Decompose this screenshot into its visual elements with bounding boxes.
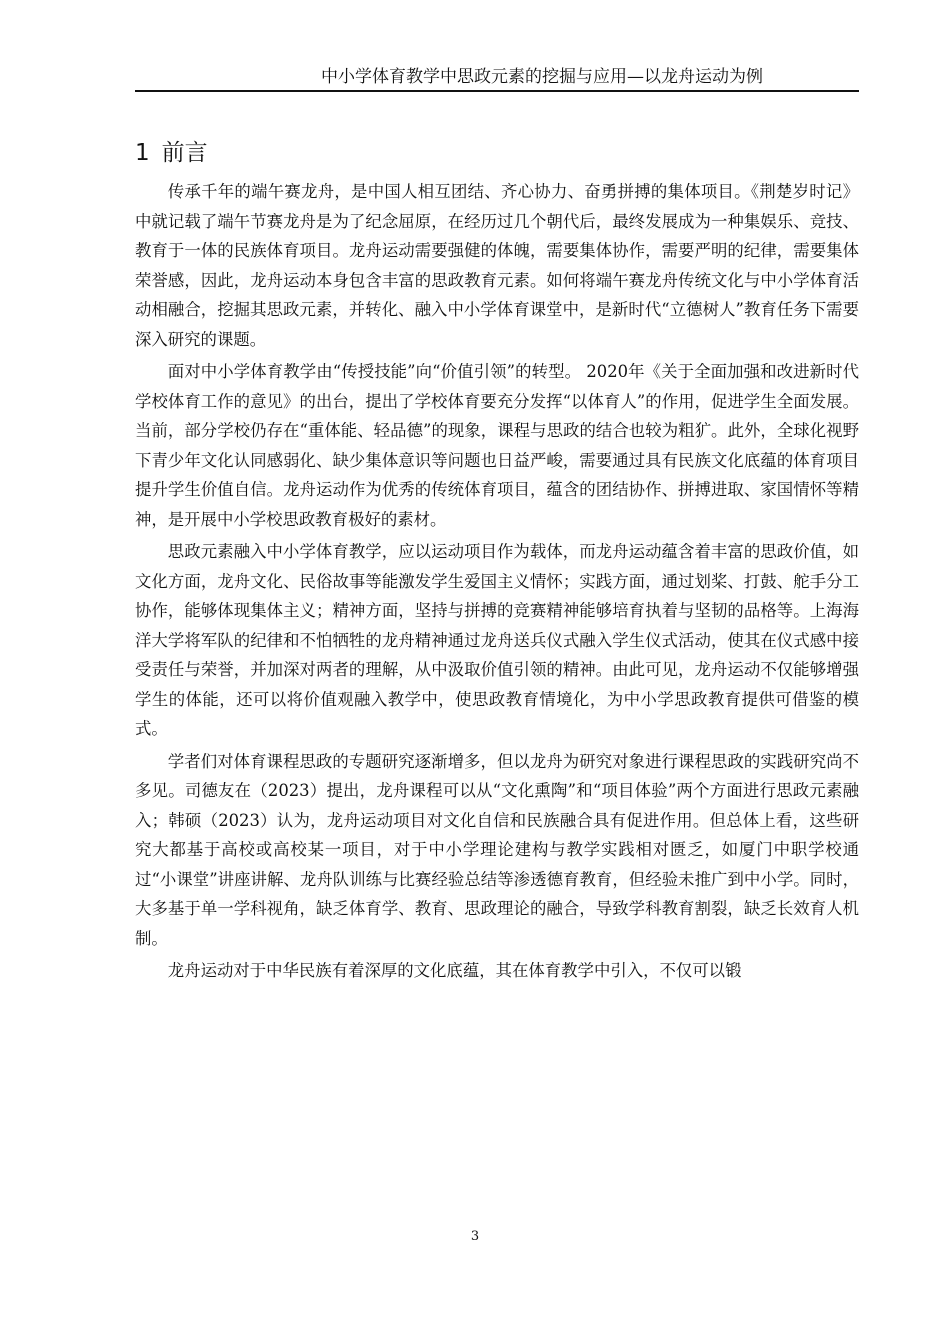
paragraph-4: 学者们对体育课程思政的专题研究逐渐增多，但以龙舟为研究对象进行课程思政的实践研究尚不多见。司德友在（2023）提出，龙舟课程可以从“文化熏陶”和“项目体验”两个方面进行思政元素融入；韩硕（2023）认为，龙舟运动项目对文化自信和民族融合具有促进作用。但总体上看，这些研究大都基于高校或高校某一项目，对于中小学理论建构与教学实践相对匮乏，如厦门中职学校通过“小课堂”讲座讲解、龙舟队训练与比赛经验总结等渗透德育教育，但经验未推广到中小学。同时，大多基于单一学科视角，缺乏体育学、教育、思政理论的融合，导致学科教育割裂，缺乏长效育人机制。 — [135, 751, 859, 948]
running-title: 中小学体育教学中思政元素的挖掘与应用—以龙舟运动为例 — [321, 67, 763, 87]
paragraph-2: 面对中小学体育教学由“传授技能”向“价值引领”的转型。 2020年《关于全面加强和改进新时代学校体育工作的意见》的出台，提出了学校体育要充分发挥“以体育人”的作用，促进学生全面发展。当前，部分学校仍存在“重体能、轻品德”的现象，课程与思政的结合也较为粗犷。此外，全球化视野下青少年文化认同感弱化、缺少集体意识等问题也日益严峻，需要通过具有民族文化底蕴的体育项目提升学生价值自信。龙舟运动作为优秀的传统体育项目，蕴含的团结协作、拼搏进取、家国情怀等精神，是开展中小学校思政教育极好的素材。 — [135, 362, 859, 529]
page-number: 3 — [470, 1229, 480, 1244]
body-text — [135, 177, 859, 989]
paragraph-1: 传承千年的端午赛龙舟，是中国人相互团结、齐心协力、奋勇拼搏的集体项目。《荆楚岁时记》中就记载了端午节赛龙舟是为了纪念屈原，在经历过几个朝代后，最终发展成为一种集娱乐、竞技、教育于一体的民族体育项目。龙舟运动需要强健的体魄，需要集体协作，需要严明的纪律，需要集体荣誉感，因此，龙舟运动本身包含丰富的思政教育元素。如何将端午赛龙舟传统文化与中小学体育活动相融合，挖掘其思政元素，并转化、融入中小学体育课堂中，是新时代“立德树人”教育任务下需要深入研究的课题。 — [135, 182, 859, 349]
section-title: 前言 — [161, 140, 208, 166]
section-number: 1 — [135, 140, 150, 166]
paragraph-5: 龙舟运动对于中华民族有着深厚的文化底蕴，其在体育教学中引入，不仅可以锻 — [167, 961, 742, 980]
paragraph-3: 思政元素融入中小学体育教学，应以运动项目作为载体，而龙舟运动蕴含着丰富的思政价值，如文化方面，龙舟文化、民俗故事等能激发学生爱国主义情怀；实践方面，通过划桨、打鼓、舵手分工协作，能够体现集体主义；精神方面，坚持与拼搏的竞赛精神能够培育执着与坚韧的品格等。上海海洋大学将军队的纪律和不怕牺牲的龙舟精神通过龙舟送兵仪式融入学生仪式活动，使其在仪式感中接受责任与荣誉，并加深对两者的理解，从中汲取价值引领的精神。由此可见，龙舟运动不仅能够增强学生的体能，还可以将价值观融入教学中，使思政教育情境化，为中小学思政教育提供可借鉴的模式。 — [135, 542, 859, 738]
page-header — [135, 64, 859, 92]
section-heading — [135, 137, 208, 169]
